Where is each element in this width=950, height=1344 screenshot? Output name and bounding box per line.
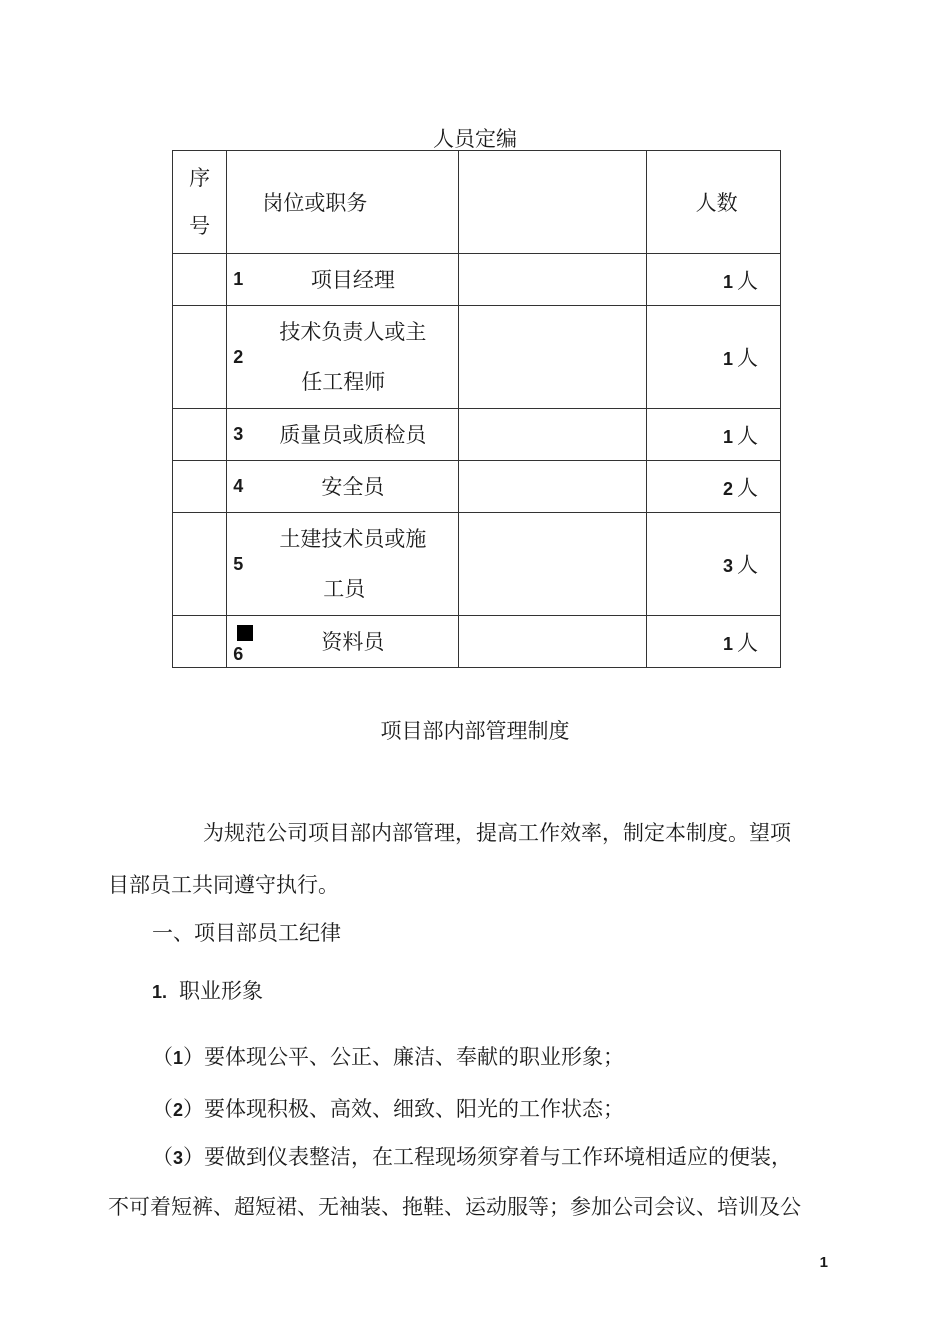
- position-text-line: 土建技术员或施: [279, 527, 427, 551]
- cell-count: [647, 254, 781, 306]
- cell-position: [227, 461, 459, 513]
- cell-blank: [459, 254, 647, 306]
- row-number: 4: [233, 476, 244, 496]
- count-number: 1: [722, 633, 733, 654]
- heading-level-2: [152, 976, 892, 1007]
- page-number: 1: [819, 1254, 828, 1271]
- cell-position: [227, 513, 459, 616]
- cell-position: [227, 616, 459, 668]
- position-text-line: 工员: [323, 577, 366, 601]
- cell-seq-empty: [173, 461, 227, 513]
- count-number: 1: [722, 426, 733, 447]
- cell-blank: [459, 461, 647, 513]
- row-number: 2: [233, 346, 244, 367]
- header-blank: [459, 151, 647, 254]
- row-number: 1: [233, 269, 244, 289]
- list-item-3-continuation: 不可着短裤、超短裙、无袖装、拖鞋、运动服等；参加公司会议、培训及公: [108, 1195, 801, 1219]
- list-item-2: （2）要体现积极、高效、细致、阳光的工作状态；: [152, 1097, 625, 1121]
- count-unit: 人: [737, 268, 758, 293]
- header-count: 人数: [647, 151, 781, 254]
- cell-position: [227, 409, 459, 461]
- cell-count: [647, 513, 781, 616]
- table-row: [173, 461, 781, 513]
- position-text-line: 质量员或质检员: [279, 422, 427, 447]
- black-square-mark: [237, 625, 253, 641]
- cell-seq-empty: [173, 306, 227, 409]
- heading-level-1: 一、项目部员工纪律: [152, 921, 341, 945]
- cell-seq-empty: [173, 254, 227, 306]
- heading-text: 职业形象: [179, 979, 264, 1003]
- count-number: 1: [722, 271, 733, 292]
- intro-paragraph-line-1: 为规范公司项目部内部管理，提高工作效率，制定本制度。望项: [203, 821, 791, 845]
- cell-count: [647, 306, 781, 409]
- heading-number: 1.: [152, 982, 168, 1002]
- table-row: [173, 254, 781, 306]
- list-item-3: （3）要做到仪表整洁，在工程现场须穿着与工作环境相适应的便装，: [152, 1145, 793, 1169]
- cell-blank: [459, 513, 647, 616]
- cell-seq-empty: [173, 616, 227, 668]
- list-item-1: （1）要体现公平、公正、廉洁、奉献的职业形象；: [152, 1045, 625, 1069]
- row-number: 6: [233, 644, 244, 664]
- count-number: 1: [722, 349, 733, 369]
- cell-position: [227, 254, 459, 306]
- count-unit: 人: [737, 553, 758, 577]
- cell-blank: [459, 409, 647, 461]
- cell-seq-empty: [173, 409, 227, 461]
- count-number: 3: [722, 556, 733, 576]
- intro-paragraph-line-2: 目部员工共同遵守执行。: [108, 873, 339, 897]
- cell-blank: [459, 306, 647, 409]
- count-unit: 人: [737, 346, 758, 370]
- header-seq: 序号: [173, 151, 227, 254]
- position-text-line: 任工程师: [301, 370, 386, 394]
- position-text-line: 技术负责人或主: [279, 320, 427, 344]
- position-text-line: 项目经理: [310, 267, 395, 292]
- cell-seq-empty: [173, 513, 227, 616]
- table-row: [173, 306, 781, 409]
- table-header-row: [173, 151, 781, 254]
- row-number: 5: [233, 553, 244, 574]
- position-text-line: 安全员: [321, 474, 385, 499]
- row-number: 3: [233, 424, 244, 444]
- staffing-table: [172, 150, 781, 668]
- table-row: [173, 513, 781, 616]
- count-unit: 人: [737, 630, 758, 655]
- cell-count: [647, 616, 781, 668]
- cell-count: [647, 461, 781, 513]
- cell-count: [647, 409, 781, 461]
- count-unit: 人: [737, 423, 758, 448]
- header-position: 岗位或职务: [227, 151, 459, 254]
- count-number: 2: [722, 478, 733, 499]
- table-title: 人员定编: [433, 127, 517, 151]
- cell-position: [227, 306, 459, 409]
- section-title: 项目部内部管理制度: [380, 719, 570, 743]
- count-unit: 人: [737, 475, 758, 500]
- position-text-line: 资料员: [321, 629, 385, 654]
- cell-blank: [459, 616, 647, 668]
- table-row: [173, 409, 781, 461]
- table-row: [173, 616, 781, 668]
